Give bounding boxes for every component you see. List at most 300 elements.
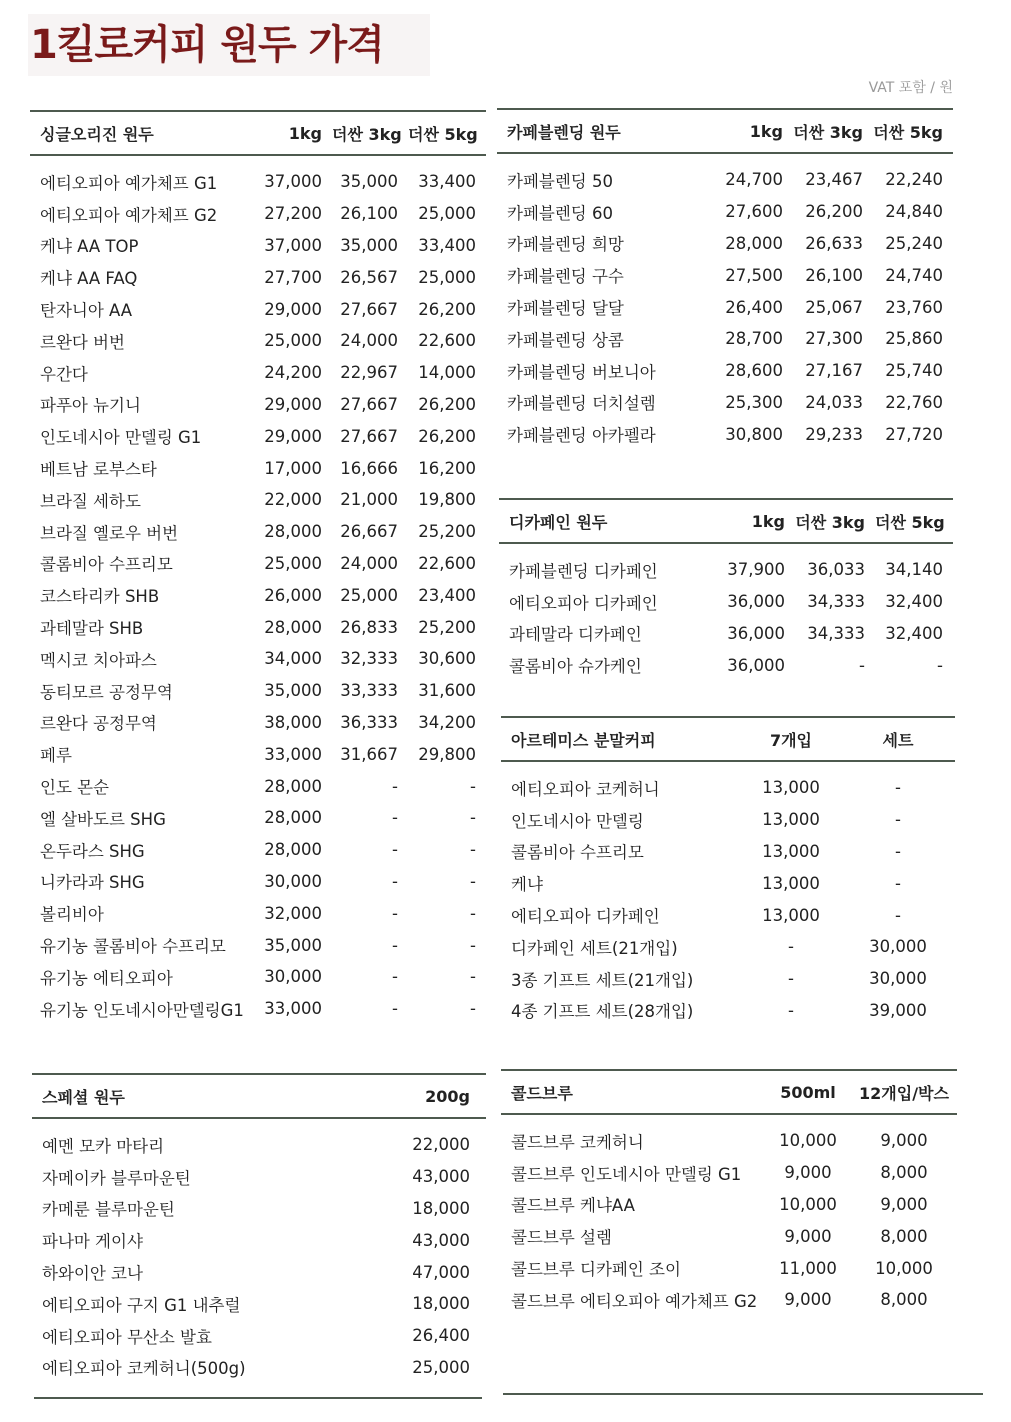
price-cell: 13,000 [762,810,820,830]
price-cell: 36,033 [807,560,865,580]
table-row [30,897,486,929]
decaf-section [499,498,953,681]
price-cell: 34,000 [264,649,322,669]
item-name: 에티오피아 디카페인 [509,593,658,613]
item-name: 콜드브루 케냐AA [511,1196,635,1216]
price-cell: 27,600 [725,202,783,222]
price-cell: 33,400 [418,235,476,255]
price-cell: 31,667 [340,744,398,764]
price-cell: 25,000 [264,553,322,573]
price-cell: 8,000 [880,1290,928,1310]
item-name: 콜드브루 디카페인 조이 [511,1260,681,1280]
table-row [32,1256,486,1288]
price-cell: - [470,999,476,1019]
table-row [30,611,486,643]
price-cell: 32,400 [885,623,943,643]
item-name: 에티오피아 예가체프 G2 [40,205,218,225]
price-cell: - [392,935,398,955]
table-row [32,1129,486,1161]
decaf-header [499,498,953,544]
price-cell: 28,600 [725,361,783,381]
price-cell: 28,000 [264,617,322,637]
table-row [30,961,486,993]
price-cell: 24,740 [885,265,943,285]
artemis-section [501,716,955,1026]
table-row [32,1193,486,1225]
price-cell: - [392,776,398,796]
table-row [30,357,486,389]
price-cell: 29,233 [805,424,863,444]
item-name: 베트남 로부스타 [40,460,157,480]
table-row [30,198,486,230]
price-cell: - [788,969,794,989]
price-cell: 27,667 [340,426,398,446]
price-cell: 29,000 [264,426,322,446]
price-cell: 28,000 [264,808,322,828]
cafe-blend-section [497,108,953,450]
item-name: 콜롬비아 수프리모 [40,555,173,575]
item-name: 콜드브루 설렘 [511,1228,612,1248]
cafe-blend-header [497,108,953,154]
column-header: 500ml [780,1082,836,1102]
table-row [30,516,486,548]
table-row [501,1220,957,1252]
item-name: 3종 기프트 세트(21개입) [511,970,694,990]
price-cell: 25,067 [805,297,863,317]
price-cell: 25,860 [885,329,943,349]
table-row [501,804,955,836]
price-cell: 32,000 [264,903,322,923]
price-cell: 9,000 [880,1131,928,1151]
price-cell: 18,000 [412,1198,470,1218]
price-cell: 34,140 [885,560,943,580]
price-cell: 26,633 [805,233,863,253]
item-name: 디카페인 세트(21개입) [511,938,678,958]
price-cell: 38,000 [264,712,322,732]
price-cell: - [392,871,398,891]
price-cell: - [392,903,398,923]
item-name: 에티오피아 디카페인 [511,907,660,927]
table-row [30,866,486,898]
item-name: 멕시코 치아파스 [40,650,157,670]
table-row [501,963,955,995]
column-header: 세트 [882,730,914,750]
price-cell: 28,000 [264,776,322,796]
price-cell: 26,833 [340,617,398,637]
item-name: 페루 [40,746,72,766]
price-cell: 35,000 [264,935,322,955]
price-cell: 24,000 [340,331,398,351]
price-cell: 33,400 [418,172,476,192]
column-header: 7개입 [769,730,813,750]
price-cell: 9,000 [784,1163,832,1183]
price-cell: 34,333 [807,592,865,612]
item-name: 카페블렌딩 구수 [507,267,624,287]
price-cell: 26,667 [340,522,398,542]
item-name: 예멘 모카 마타리 [42,1136,165,1156]
price-cell: 27,667 [340,394,398,414]
price-cell: 25,000 [418,204,476,224]
table-row [501,1252,957,1284]
item-name: 카페블렌딩 버보니아 [507,362,656,382]
price-cell: 33,000 [264,744,322,764]
price-cell: 36,000 [727,623,785,643]
table-row [501,931,955,963]
table-row [497,196,953,228]
price-cell: 39,000 [869,1000,927,1020]
price-cell: 24,840 [885,202,943,222]
bottom-rule-left [34,1397,482,1399]
price-cell: 27,667 [340,299,398,319]
section-title: 아르테미스 분말커피 [511,730,656,750]
item-name: 카페블렌딩 희망 [507,235,624,255]
price-cell: 37,900 [727,560,785,580]
item-name: 4종 기프트 세트(28개입) [511,1002,694,1022]
price-cell: 25,000 [340,585,398,605]
special-rows [32,1119,486,1383]
table-row [501,995,955,1027]
section-title: 스페셜 원두 [42,1087,125,1107]
table-row [30,738,486,770]
table-row [497,355,953,387]
item-name: 에티오피아 코케허니(500g) [42,1359,246,1379]
item-name: 엘 살바도르 SHG [40,809,166,829]
price-cell: - [392,808,398,828]
price-cell: 29,000 [264,299,322,319]
price-cell: - [937,655,943,675]
price-cell: 18,000 [412,1294,470,1314]
artemis-rows [501,762,955,1026]
item-name: 코스타리카 SHB [40,587,160,607]
table-row [501,772,955,804]
price-cell: 25,000 [418,267,476,287]
single-origin-section [30,110,486,1025]
price-cell: - [895,905,901,925]
column-header: 200g [425,1086,470,1106]
price-cell: 11,000 [779,1258,837,1278]
cold-brew-header [501,1069,957,1115]
item-name: 유기농 인도네시아만델링G1 [40,1000,244,1020]
price-cell: - [859,655,865,675]
item-name: 과테말라 SHB [40,619,144,639]
table-row [497,291,953,323]
table-row [30,993,486,1025]
price-cell: 22,240 [885,170,943,190]
item-name: 브라질 세하도 [40,491,141,511]
price-cell: 26,200 [805,202,863,222]
price-cell: 22,600 [418,553,476,573]
price-cell: 33,333 [340,681,398,701]
price-cell: 35,000 [264,681,322,701]
price-cell: 9,000 [784,1290,832,1310]
column-header: 더싼 3kg [793,122,863,142]
column-header: 1kg [288,123,322,143]
table-row [497,259,953,291]
price-cell: 36,333 [340,712,398,732]
table-row [501,1125,957,1157]
price-cell: 37,000 [264,172,322,192]
special-header [32,1073,486,1119]
section-title: 디카페인 원두 [509,512,608,532]
price-cell: - [470,935,476,955]
price-cell: 9,000 [784,1226,832,1246]
price-cell: 36,000 [727,592,785,612]
price-cell: 24,700 [725,170,783,190]
price-cell: 26,400 [725,297,783,317]
price-cell: 25,240 [885,233,943,253]
price-cell: 27,720 [885,424,943,444]
price-cell: 28,700 [725,329,783,349]
table-row [30,261,486,293]
price-cell: 23,400 [418,585,476,605]
price-cell: 47,000 [412,1262,470,1282]
table-row [30,389,486,421]
column-header: 더싼 3kg [795,512,865,532]
price-cell: 29,000 [264,394,322,414]
item-name: 에티오피아 예가체프 G1 [40,173,218,193]
column-header: 더싼 5kg [873,122,943,142]
table-row [501,1189,957,1221]
item-name: 하와이안 코나 [42,1264,143,1284]
price-cell: 24,000 [340,553,398,573]
price-cell: 23,760 [885,297,943,317]
item-name: 카페블렌딩 더치설렘 [507,394,656,414]
price-cell: 25,000 [264,331,322,351]
price-cell: 19,800 [418,490,476,510]
item-name: 콜드브루 코케허니 [511,1132,644,1152]
item-name: 유기농 콜롬비아 수프리모 [40,937,226,957]
price-cell: 9,000 [880,1194,928,1214]
column-header: 더싼 3kg [332,124,402,144]
price-cell: 26,567 [340,267,398,287]
price-cell: 34,333 [807,623,865,643]
price-cell: - [470,967,476,987]
table-row [499,649,953,681]
price-cell: 43,000 [412,1230,470,1250]
table-row [501,836,955,868]
price-cell: 30,600 [418,649,476,669]
price-cell: 13,000 [762,905,820,925]
price-cell: - [392,967,398,987]
cold-brew-section [501,1069,957,1316]
price-cell: 13,000 [762,873,820,893]
item-name: 볼리비아 [40,905,104,925]
price-cell: - [392,840,398,860]
price-cell: 27,200 [264,204,322,224]
table-row [30,770,486,802]
item-name: 탄자니아 AA [40,301,133,321]
price-cell: 24,033 [805,392,863,412]
price-cell: - [470,808,476,828]
price-cell: 10,000 [779,1131,837,1151]
decaf-rows [499,544,953,681]
item-name: 자메이카 블루마운틴 [42,1168,191,1188]
table-row [32,1288,486,1320]
table-row [501,1284,957,1316]
price-cell: 34,200 [418,712,476,732]
column-header: 1kg [751,511,785,531]
table-row [30,579,486,611]
cold-brew-rows [501,1115,957,1316]
table-row [30,293,486,325]
price-cell: 22,760 [885,392,943,412]
item-name: 케냐 AA TOP [40,237,139,257]
price-cell: 25,740 [885,361,943,381]
price-cell: 26,000 [264,585,322,605]
price-cell: 26,100 [805,265,863,285]
column-header: 더싼 5kg [875,512,945,532]
table-row [30,166,486,198]
page-title: 1킬로커피 원두 가격 [28,14,430,76]
table-row [32,1320,486,1352]
price-cell: 30,000 [264,967,322,987]
table-row [30,834,486,866]
item-name: 카페블렌딩 50 [507,171,613,191]
table-row [497,164,953,196]
price-cell: 30,800 [725,424,783,444]
item-name: 에티오피아 코케허니 [511,779,660,799]
item-name: 온두라스 SHG [40,841,145,861]
price-cell: 26,100 [340,204,398,224]
item-name: 인도 몬순 [40,778,110,798]
table-row [501,867,955,899]
item-name: 과테말라 디카페인 [509,625,642,645]
item-name: 인도네시아 만델링 G1 [40,428,202,448]
item-name: 카페블렌딩 달달 [507,299,624,319]
item-name: 카메룬 블루마운틴 [42,1200,175,1220]
price-cell: 25,000 [412,1357,470,1377]
price-cell: 16,200 [418,458,476,478]
price-cell: 43,000 [412,1167,470,1187]
item-name: 브라질 옐로우 버번 [40,523,179,543]
price-cell: 23,467 [805,170,863,190]
table-row [32,1352,486,1384]
price-cell: 32,400 [885,592,943,612]
item-name: 동티모르 공정무역 [40,682,173,702]
table-row [501,1157,957,1189]
price-cell: - [470,903,476,923]
table-row [30,420,486,452]
price-cell: - [788,1000,794,1020]
price-cell: 8,000 [880,1163,928,1183]
item-name: 카페블렌딩 디카페인 [509,561,658,581]
vat-note: VAT 포함 / 원 [868,80,953,96]
price-cell: 8,000 [880,1226,928,1246]
price-cell: - [788,937,794,957]
price-cell: 27,500 [725,265,783,285]
item-name: 카페블렌딩 아카펠라 [507,426,656,446]
bottom-rule-right [503,1393,983,1395]
table-row [499,554,953,586]
table-row [30,325,486,357]
price-cell: 35,000 [340,172,398,192]
price-cell: 27,700 [264,267,322,287]
price-cell: 26,200 [418,426,476,446]
table-row [30,484,486,516]
table-row [32,1224,486,1256]
price-cell: 16,666 [340,458,398,478]
item-name: 파나마 게이샤 [42,1232,143,1252]
price-cell: 17,000 [264,458,322,478]
table-row [30,643,486,675]
price-cell: 25,300 [725,392,783,412]
item-name: 콜드브루 에티오피아 예가체프 G2 [511,1291,758,1311]
price-cell: - [470,871,476,891]
column-header: 1kg [749,121,783,141]
item-name: 콜드브루 인도네시아 만델링 G1 [511,1164,742,1184]
table-row [499,586,953,618]
price-cell: 22,000 [264,490,322,510]
price-cell: 10,000 [779,1194,837,1214]
table-row [30,675,486,707]
price-cell: - [470,776,476,796]
table-row [30,802,486,834]
section-title: 싱글오리진 원두 [40,124,154,144]
price-cell: 10,000 [875,1258,933,1278]
item-name: 카페블렌딩 상콤 [507,330,624,350]
price-cell: 31,600 [418,681,476,701]
table-row [497,387,953,419]
price-cell: 26,400 [412,1326,470,1346]
special-section [32,1073,486,1383]
price-cell: - [895,778,901,798]
item-name: 케냐 [511,875,543,895]
price-cell: 36,000 [727,655,785,675]
item-name: 르완다 공정무역 [40,714,157,734]
item-name: 콜롬비아 수프리모 [511,843,644,863]
price-cell: 30,000 [869,937,927,957]
price-cell: - [895,810,901,830]
price-cell: 13,000 [762,778,820,798]
item-name: 콜롬비아 슈가케인 [509,657,642,677]
cafe-blend-rows [497,154,953,450]
column-header: 12개입/박스 [859,1083,949,1103]
single-origin-rows [30,156,486,1025]
price-cell: 22,967 [340,363,398,383]
item-name: 카페블렌딩 60 [507,203,613,223]
price-cell: 25,200 [418,617,476,637]
price-cell: 33,000 [264,999,322,1019]
price-cell: - [895,841,901,861]
item-name: 르완다 버번 [40,332,125,352]
price-cell: - [392,999,398,1019]
price-cell: - [895,873,901,893]
price-cell: 30,000 [264,871,322,891]
price-cell: 24,200 [264,363,322,383]
item-name: 유기농 에티오피아 [40,968,173,988]
price-cell: 37,000 [264,235,322,255]
section-title: 콜드브루 [511,1083,573,1103]
table-row [30,707,486,739]
item-name: 우간다 [40,364,88,384]
table-row [497,228,953,260]
table-row [497,323,953,355]
item-name: 파푸아 뉴기니 [40,396,141,416]
price-cell: 30,000 [869,969,927,989]
price-cell: 14,000 [418,363,476,383]
table-row [497,418,953,450]
artemis-header [501,716,955,762]
item-name: 에티오피아 무산소 발효 [42,1327,212,1347]
price-cell: 29,800 [418,744,476,764]
item-name: 니카라과 SHG [40,873,145,893]
price-cell: 35,000 [340,235,398,255]
price-cell: 26,200 [418,299,476,319]
price-cell: 13,000 [762,841,820,861]
column-header: 더싼 5kg [408,124,478,144]
table-row [30,452,486,484]
price-cell: 28,000 [264,840,322,860]
